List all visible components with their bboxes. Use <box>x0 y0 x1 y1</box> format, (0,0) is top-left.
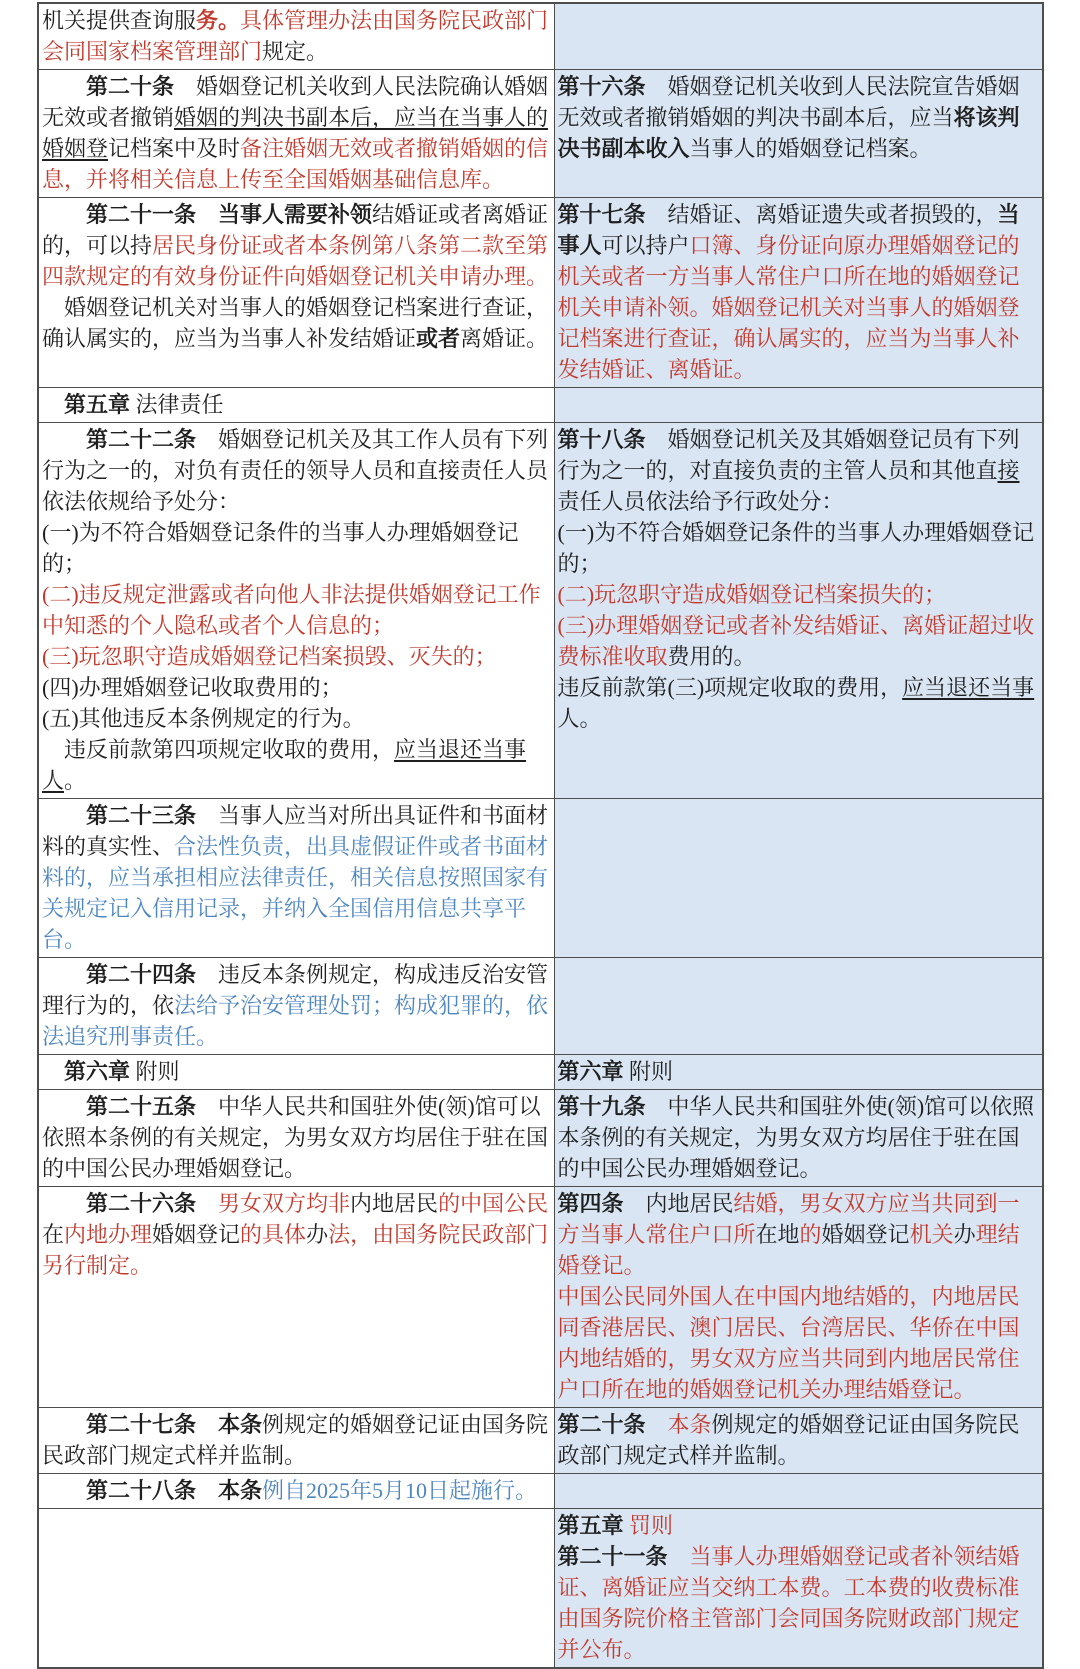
new-regulation-cell-row-12 <box>38 1474 554 1509</box>
text-run: 第二十条 <box>557 1412 646 1437</box>
old-regulation-cell-row-6 <box>554 799 1043 958</box>
paragraph <box>558 1056 1039 1087</box>
text-run: 将该判决书副本收入 <box>557 105 1020 161</box>
paragraph <box>42 5 550 67</box>
text-run: 的具体 <box>240 1222 307 1247</box>
paragraph <box>42 959 550 1052</box>
text-run: 第四条 <box>557 1191 624 1216</box>
text-run: 理结婚登记。 <box>557 1222 1020 1278</box>
text-run: (四)办理婚姻登记收取费用的； <box>42 675 343 700</box>
new-regulation-cell-row-10 <box>38 1187 554 1408</box>
text-run: 附则 <box>130 1059 180 1084</box>
text-run: 第二十五条 <box>86 1094 197 1119</box>
text-run: 婚姻登记机关及其工作人员有下列行为之一的，对负有责任的领导人员和直接责任人员依法依规给予处分： <box>42 427 549 514</box>
text-run: 第二十二条 <box>86 427 197 452</box>
table-row <box>38 1187 1043 1408</box>
text-run: 婚姻登记 <box>821 1222 910 1247</box>
text-run: 接 <box>997 458 1020 483</box>
paragraph <box>42 292 550 354</box>
text-run: 应当退还当事 <box>902 675 1035 700</box>
old-regulation-cell-row-13 <box>554 1509 1043 1669</box>
text-run: 第十八条 <box>557 427 646 452</box>
text-run: 违反前款第(三)项规定收取的费用， <box>557 675 903 700</box>
text-run: 人。 <box>557 706 602 731</box>
text-run: 第六章 <box>557 1059 624 1084</box>
text-run: 第二十四条 <box>86 962 197 987</box>
text-run: (一)为不符合婚姻登记条件的当事人办理婚姻登记的； <box>557 520 1035 576</box>
text-run: 费用的。 <box>667 644 756 669</box>
text-run: 当事人办理婚姻登记或者补领结婚证、离婚证应当交纳工本费。工本费的收费标准由国务院价格主管部门会同国务院财政部门规定并公布。 <box>557 1544 1020 1662</box>
table-row <box>38 958 1043 1055</box>
paragraph <box>42 1188 550 1281</box>
text-run: 离婚证。 <box>460 326 549 351</box>
table-row <box>38 423 1043 799</box>
text-run: 婚姻的判决书副本后，应当在当事人的婚姻登 <box>42 105 549 161</box>
old-regulation-cell-row-12 <box>554 1474 1043 1509</box>
text-run: 或者 <box>416 326 461 351</box>
new-regulation-cell-row-1 <box>38 3 554 70</box>
table-row <box>38 70 1043 198</box>
text-run: 附则 <box>623 1059 674 1084</box>
text-run: 内地居民 <box>623 1191 734 1216</box>
text-run <box>668 1544 690 1569</box>
text-run: 例规定的婚姻登记证由国务院民政部门规定式样并监制。 <box>557 1412 1020 1468</box>
text-run: 第二十条 <box>86 74 175 99</box>
text-run: (二)玩忽职守造成婚姻登记档案损失的； <box>557 582 947 607</box>
text-run: 第二十三条 <box>86 803 197 828</box>
old-regulation-cell-row-10 <box>554 1187 1043 1408</box>
paragraph <box>558 199 1039 385</box>
new-regulation-cell-row-7 <box>38 958 554 1055</box>
text-run: 。 <box>64 768 87 793</box>
text-run <box>196 1191 218 1216</box>
paragraph <box>42 517 550 579</box>
text-run: (一)为不符合婚姻登记条件的当事人办理婚姻登记的； <box>42 520 519 576</box>
old-regulation-cell-row-8 <box>554 1055 1043 1090</box>
text-run: (二)违反规定泄露或者向他人非法提供婚姻登记工作中知悉的个人隐私或者个人信息的； <box>42 582 541 638</box>
text-run: 法，由国务院民政部门另行制定。 <box>42 1222 549 1278</box>
text-run: 居民身份证或者本条例第八条第二款至第四款规定的有效身份证件向婚姻登记机关申请办理。 <box>42 233 549 289</box>
text-run: 内地居民 <box>350 1191 439 1216</box>
paragraph <box>558 1188 1039 1281</box>
text-run: 违反前款第四项规定收取的费用， <box>64 737 395 762</box>
text-run: 务。 <box>196 8 241 33</box>
table-row <box>38 1509 1043 1669</box>
text-run: 第十六条 <box>557 74 646 99</box>
text-run: 机关提供查询服 <box>42 8 197 33</box>
old-regulation-cell-row-9 <box>554 1090 1043 1187</box>
text-run: 在地 <box>755 1222 800 1247</box>
text-run: 第十九条 <box>557 1094 646 1119</box>
old-regulation-cell-row-3 <box>554 198 1043 388</box>
paragraph <box>42 734 550 796</box>
comparison-table-body <box>38 3 1043 1668</box>
new-regulation-cell-row-8 <box>38 1055 554 1090</box>
paragraph <box>558 71 1039 164</box>
table-row <box>38 388 1043 423</box>
table-row <box>38 1474 1043 1509</box>
table-row <box>38 799 1043 958</box>
text-run: 第二十一条 当事人需要补领 <box>86 202 373 227</box>
paragraph <box>558 1281 1039 1405</box>
paragraph <box>42 800 550 955</box>
text-run: 合法性负责，出具虚假证件或者书面材料的，应当承担相应法律责任，相关信息按照国家有关规定记入信用记录，并纳入全国信用信息共享平台。 <box>42 834 549 952</box>
text-run: 责任人员依法给予行政处分： <box>557 489 844 514</box>
text-run: 具体管理办法由国务院民政部门会同国家档案管理部门 <box>42 8 549 64</box>
text-run: 内地办理 <box>64 1222 153 1247</box>
text-run: 第二十八条 本条 <box>86 1478 263 1503</box>
old-regulation-cell-row-5 <box>554 423 1043 799</box>
text-run: 当事人的婚姻登记档案。 <box>689 136 932 161</box>
text-run: 违反本条例规定，构成违反治安管理行为的，依 <box>42 962 549 1018</box>
text-run: 第二十七条 本条 <box>86 1412 263 1437</box>
text-run: 结婚，男女双方应当共同到一方当事人常住户口所 <box>557 1191 1020 1247</box>
text-run: 口簿、身份证向原办理婚姻登记的机关或者一方当事人常住户口所在地的婚姻登记机关申请补领。婚姻登记机关对当事人的婚姻登记档案进行查证，确认属实的，应当为当事人补发结婚证、离婚证。 <box>557 233 1020 382</box>
paragraph <box>42 1409 550 1471</box>
text-run: 婚姻登记机关收到人民法院宣告婚姻无效或者撤销婚姻的判决书副本后，应当 <box>557 74 1020 130</box>
text-run: 例规定的婚姻登记证由国务院民政部门规定式样并监制。 <box>42 1412 549 1468</box>
text-run: 在 <box>42 1222 65 1247</box>
text-run: 当事人应当对所出具证件和书面材料的真实性、 <box>42 803 549 859</box>
text-run: 办 <box>953 1222 976 1247</box>
text-run: 第五章 <box>64 392 131 417</box>
paragraph <box>558 610 1039 672</box>
text-run: 第二十六条 <box>86 1191 197 1216</box>
text-run: 中华人民共和国驻外使(领)馆可以依照本条例的有关规定，为男女双方均居住于驻在国的中国公民办理婚姻登记。 <box>557 1094 1035 1181</box>
paragraph <box>558 672 1039 734</box>
new-regulation-cell-row-3 <box>38 198 554 388</box>
text-run: 记档案中及时 <box>108 136 241 161</box>
text-run: 第五章 <box>557 1513 624 1538</box>
paragraph <box>558 1409 1039 1471</box>
paragraph <box>558 1541 1039 1665</box>
new-regulation-cell-row-6 <box>38 799 554 958</box>
paragraph <box>42 641 550 672</box>
text-run: 本条 <box>667 1412 712 1437</box>
text-run: 机关 <box>909 1222 954 1247</box>
paragraph <box>42 703 550 734</box>
text-run: 结婚证或者离婚证的，可以持 <box>42 202 549 258</box>
text-run: 办 <box>306 1222 329 1247</box>
text-run: 婚姻登记机关对当事人的婚姻登记档案进行查证，确认属实的，应当为当事人补发结婚证 <box>42 295 549 351</box>
text-run: 婚姻登记 <box>152 1222 241 1247</box>
text-run: 第二十一条 <box>557 1544 668 1569</box>
new-regulation-cell-row-4 <box>38 388 554 423</box>
paragraph <box>558 579 1039 610</box>
paragraph <box>42 1091 550 1184</box>
paragraph <box>42 672 550 703</box>
text-run: 婚姻登记机关及其婚姻登记员有下列行为之一的，对直接负责的主管人员和其他直 <box>557 427 1020 483</box>
paragraph <box>42 1475 550 1506</box>
new-regulation-cell-row-9 <box>38 1090 554 1187</box>
text-run: (三)玩忽职守造成婚姻登记档案损毁、灭失的； <box>42 644 497 669</box>
paragraph <box>42 199 550 292</box>
paragraph <box>558 517 1039 579</box>
paragraph <box>42 389 550 420</box>
table-row <box>38 3 1043 70</box>
paragraph <box>558 1510 1039 1541</box>
text-run: 可以持户 <box>601 233 690 258</box>
new-regulation-cell-row-5 <box>38 423 554 799</box>
old-regulation-cell-row-7 <box>554 958 1043 1055</box>
text-run: 结婚证、离婚证遗失或者损毁的， <box>645 202 998 227</box>
text-run: 备注婚姻无效或者撤销婚姻的信息，并将相关信息上传至全国婚姻基础信息库。 <box>42 136 549 192</box>
text-run <box>646 1412 668 1437</box>
text-run: 当事人 <box>557 202 1020 258</box>
paragraph <box>42 424 550 517</box>
paragraph <box>42 71 550 195</box>
old-regulation-cell-row-1 <box>554 3 1043 70</box>
table-row <box>38 198 1043 388</box>
text-run: 第六章 <box>64 1059 131 1084</box>
text-run: 中华人民共和国驻外使(领)馆可以依照本条例的有关规定，为男女双方均居住于驻在国的中国公民办理婚姻登记。 <box>42 1094 549 1181</box>
text-run: 婚姻登记机关收到人民法院确认婚姻无效或者撤销 <box>42 74 549 130</box>
new-regulation-cell-row-13 <box>38 1509 554 1669</box>
text-run: 男女双方均非 <box>218 1191 351 1216</box>
regulation-comparison-table <box>37 2 1044 1669</box>
old-regulation-cell-row-4 <box>554 388 1043 423</box>
text-run: 法给予治安管理处罚；构成犯罪的，依法追究刑事责任。 <box>42 993 549 1049</box>
table-row <box>38 1090 1043 1187</box>
text-run: 的 <box>799 1222 822 1247</box>
text-run: 法律责任 <box>130 392 224 417</box>
text-run: 规定。 <box>262 39 329 64</box>
text-run: 应当退还当事人 <box>42 737 527 793</box>
paragraph <box>42 579 550 641</box>
text-run: (三)办理婚姻登记或者补发结婚证、离婚证超过收费标准收取 <box>557 613 1035 669</box>
text-run: 罚则 <box>629 1513 674 1538</box>
paragraph <box>42 1056 550 1087</box>
text-run: 的中国公民 <box>438 1191 549 1216</box>
new-regulation-cell-row-2 <box>38 70 554 198</box>
text-run: 第十七条 <box>557 202 646 227</box>
text-run: 例自2025年5月10日起施行。 <box>262 1478 538 1503</box>
text-run: 中国公民同外国人在中国内地结婚的，内地居民同香港居民、澳门居民、台湾居民、华侨在中国内地结婚的，男女双方应当共同到内地居民常住户口所在地的婚姻登记机关办理结婚登记。 <box>557 1284 1020 1402</box>
table-row <box>38 1055 1043 1090</box>
paragraph <box>558 1091 1039 1184</box>
text-run: (五)其他违反本条例规定的行为。 <box>42 706 365 731</box>
paragraph <box>558 424 1039 517</box>
old-regulation-cell-row-2 <box>554 70 1043 198</box>
